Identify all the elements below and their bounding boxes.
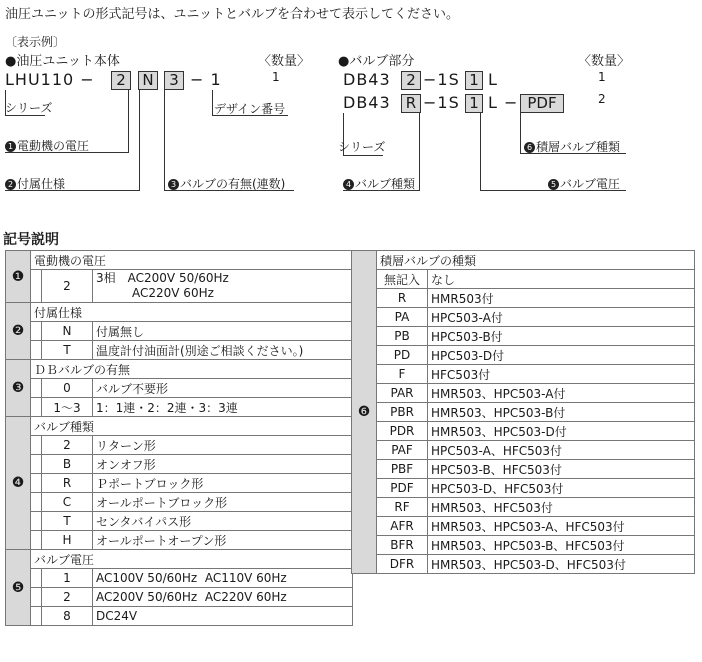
code-cell: BFR [377, 536, 428, 555]
section-title: 記号説明 [3, 232, 59, 248]
indent-cell [31, 569, 42, 588]
table-row [6, 341, 353, 360]
valve-line2-box-type: R [401, 94, 421, 113]
code-cell: F [377, 365, 428, 384]
table-row [6, 436, 353, 455]
group-title: バルブ電圧 [31, 550, 353, 569]
code-cell: PD [377, 346, 428, 365]
code-cell: PBF [377, 460, 428, 479]
table-row [352, 517, 695, 536]
code-cell: PA [377, 308, 428, 327]
table-row [352, 441, 695, 460]
valve-line2-mid: −1S [423, 93, 460, 112]
unit-code-suffix: − 1 [190, 70, 222, 89]
description-cell: HMR503、HPC503-A付 [428, 384, 695, 403]
table-row [6, 398, 353, 417]
description-cell: センタバイパス形 [93, 512, 353, 531]
code-cell: PDF [377, 479, 428, 498]
table-row [352, 346, 695, 365]
table-row [352, 460, 695, 479]
code-cell: 2 [42, 436, 93, 455]
valve-stack-type-label: 6 積層バルブ種類 [524, 138, 620, 155]
unit-box-voltage: 2 [111, 71, 131, 90]
code-cell: 1～3 [42, 398, 93, 417]
group-title-row [6, 360, 353, 379]
group-title: バルブ種類 [31, 417, 353, 436]
description-cell: オンオフ形 [93, 455, 353, 474]
indent-cell [31, 531, 42, 550]
description-cell: バルブ不要形 [93, 379, 353, 398]
indent-cell [31, 398, 42, 417]
table-row [352, 403, 695, 422]
table-row [352, 479, 695, 498]
indent-cell [31, 512, 42, 531]
code-cell: B [42, 455, 93, 474]
table-row [6, 588, 353, 607]
code-cell: N [42, 322, 93, 341]
description-cell: HPC503-A、HFC503付 [428, 441, 695, 460]
code-cell: 2 [42, 270, 93, 303]
code-cell: 2 [42, 588, 93, 607]
table-row [352, 365, 695, 384]
group-number: ❶ [6, 251, 31, 303]
table-row [6, 531, 353, 550]
valve-qty-2: 2 [598, 92, 606, 106]
valve-line1-prefix: DB43 [343, 70, 391, 89]
table-row [352, 270, 695, 289]
code-cell: PBR [377, 403, 428, 422]
code-cell: T [42, 512, 93, 531]
description-cell: HPC503-B付 [428, 327, 695, 346]
valve-line1-box-voltage: 1 [465, 71, 483, 90]
valve-voltage-label: 5 バルブ電圧 [548, 175, 620, 192]
valve-line1-box-type: 2 [401, 71, 421, 90]
description-cell: リターン形 [93, 436, 353, 455]
table-row [352, 308, 695, 327]
description-cell: なし [428, 270, 695, 289]
code-cell: T [42, 341, 93, 360]
description-cell: AC100V 50/60Hz AC110V 60Hz [93, 569, 353, 588]
table-row [6, 512, 353, 531]
description-cell: HPC503-D、HFC503付 [428, 479, 695, 498]
code-cell: RF [377, 498, 428, 517]
description-cell: 1：1連・2：2連・3：3連 [93, 398, 353, 417]
unit-qty: 1 [272, 70, 280, 84]
symbol-table-left [5, 250, 353, 626]
code-cell: R [377, 289, 428, 308]
group-number: ❷ [6, 303, 31, 360]
description-cell: HPC503-D付 [428, 346, 695, 365]
valve-series-label: シリーズ [338, 140, 386, 154]
description-cell: AC200V 50/60Hz AC220V 60Hz [93, 588, 353, 607]
unit-code-prefix: LHU110 − [5, 70, 95, 89]
valve-qty-label: 〈数量〉 [578, 54, 631, 69]
code-cell: PAF [377, 441, 428, 460]
code-cell: 0 [42, 379, 93, 398]
code-cell: DFR [377, 555, 428, 574]
description-cell: HMR503、HPC503-D付 [428, 422, 695, 441]
table-row [6, 607, 353, 626]
example-label: 〔表示例〕 [5, 35, 66, 49]
table-row [352, 422, 695, 441]
unit-accessory-label: 2 付属仕様 [5, 175, 65, 192]
indent-cell [31, 588, 42, 607]
valve-line1-mid: −1S [423, 70, 460, 89]
valve-qty-1: 1 [598, 70, 606, 84]
description-cell: HMR503、HPC503-B、HFC503付 [428, 536, 695, 555]
table-row [6, 379, 353, 398]
intro-text: 油圧ユニットの形式記号は、ユニットとバルブを合わせて表示してください。 [5, 7, 459, 22]
table-row [6, 474, 353, 493]
table-row [6, 493, 353, 512]
group-title-row [6, 303, 353, 322]
table-row [6, 270, 353, 303]
valve-type-label: 4 バルブ種類 [343, 175, 415, 192]
description-cell: オールポートブロック形 [93, 493, 353, 512]
code-cell: C [42, 493, 93, 512]
table-row [6, 455, 353, 474]
description-cell: HPC503-A付 [428, 308, 695, 327]
code-cell: PDR [377, 422, 428, 441]
code-cell: 1 [42, 569, 93, 588]
group-number: ❹ [6, 417, 31, 550]
symbol-table-right [351, 250, 695, 574]
indent-cell [31, 341, 42, 360]
code-cell: PAR [377, 384, 428, 403]
unit-series-label: シリーズ [5, 101, 53, 115]
description-cell: HMR503、HFC503付 [428, 498, 695, 517]
group-title-row [6, 417, 353, 436]
table-row [352, 498, 695, 517]
table-row [6, 322, 353, 341]
unit-motor-voltage-label: 1 電動機の電圧 [5, 137, 89, 154]
valve-line2-prefix: DB43 [343, 93, 391, 112]
code-cell: PB [377, 327, 428, 346]
valve-line1-suffix: L [488, 70, 498, 89]
valve-line2-box-stack: PDF [520, 94, 564, 113]
description-cell: 3相 AC200V 50/60Hz AC220V 60Hz [93, 270, 353, 303]
valve-line2-suffix: L − [488, 93, 519, 112]
group-title: 積層バルブの種類 [377, 251, 695, 270]
unit-heading: ●油圧ユニット本体 [5, 54, 120, 69]
table-row [352, 327, 695, 346]
group-title-row [6, 550, 353, 569]
table-row [352, 536, 695, 555]
description-cell: HPC503-B、HFC503付 [428, 460, 695, 479]
description-cell: HMR503付 [428, 289, 695, 308]
group-title: 付属仕様 [31, 303, 353, 322]
group-title: ＤＢバルブの有無 [31, 360, 353, 379]
description-cell: HMR503、HPC503-D、HFC503付 [428, 555, 695, 574]
indent-cell [31, 322, 42, 341]
indent-cell [31, 607, 42, 626]
unit-valve-presence-label: 3 バルブの有無(連数) [168, 175, 285, 192]
group-number: ❺ [6, 550, 31, 626]
group-title-row [6, 251, 353, 270]
description-cell: HFC503付 [428, 365, 695, 384]
code-cell: H [42, 531, 93, 550]
table-row [352, 384, 695, 403]
indent-cell [31, 379, 42, 398]
description-cell: Ｐポートブロック形 [93, 474, 353, 493]
description-cell: HMR503、HPC503-B付 [428, 403, 695, 422]
valve-heading: ●バルブ部分 [338, 54, 415, 69]
indent-cell [31, 455, 42, 474]
indent-cell [31, 436, 42, 455]
unit-qty-label: 〈数量〉 [258, 54, 311, 69]
description-cell: DC24V [93, 607, 353, 626]
table-row [6, 569, 353, 588]
indent-cell [31, 270, 42, 303]
group-title: 電動機の電圧 [31, 251, 353, 270]
description-cell: 温度計付油面計(別途ご相談ください。) [93, 341, 353, 360]
description-cell: 付属無し [93, 322, 353, 341]
group-title-row [352, 251, 695, 270]
code-cell: AFR [377, 517, 428, 536]
unit-box-valves: 3 [164, 71, 184, 90]
valve-line2-box-voltage: 1 [465, 94, 483, 113]
unit-box-accessory: N [138, 71, 158, 90]
code-cell: R [42, 474, 93, 493]
description-cell: オールポートオープン形 [93, 531, 353, 550]
indent-cell [31, 474, 42, 493]
description-cell: HMR503、HPC503-A、HFC503付 [428, 517, 695, 536]
group-number: ❻ [352, 251, 377, 574]
table-row [352, 289, 695, 308]
code-cell: 無記入 [377, 270, 428, 289]
group-number: ❸ [6, 360, 31, 417]
table-row [352, 555, 695, 574]
code-cell: 8 [42, 607, 93, 626]
indent-cell [31, 493, 42, 512]
unit-design-label: デザイン番号 [214, 102, 286, 116]
